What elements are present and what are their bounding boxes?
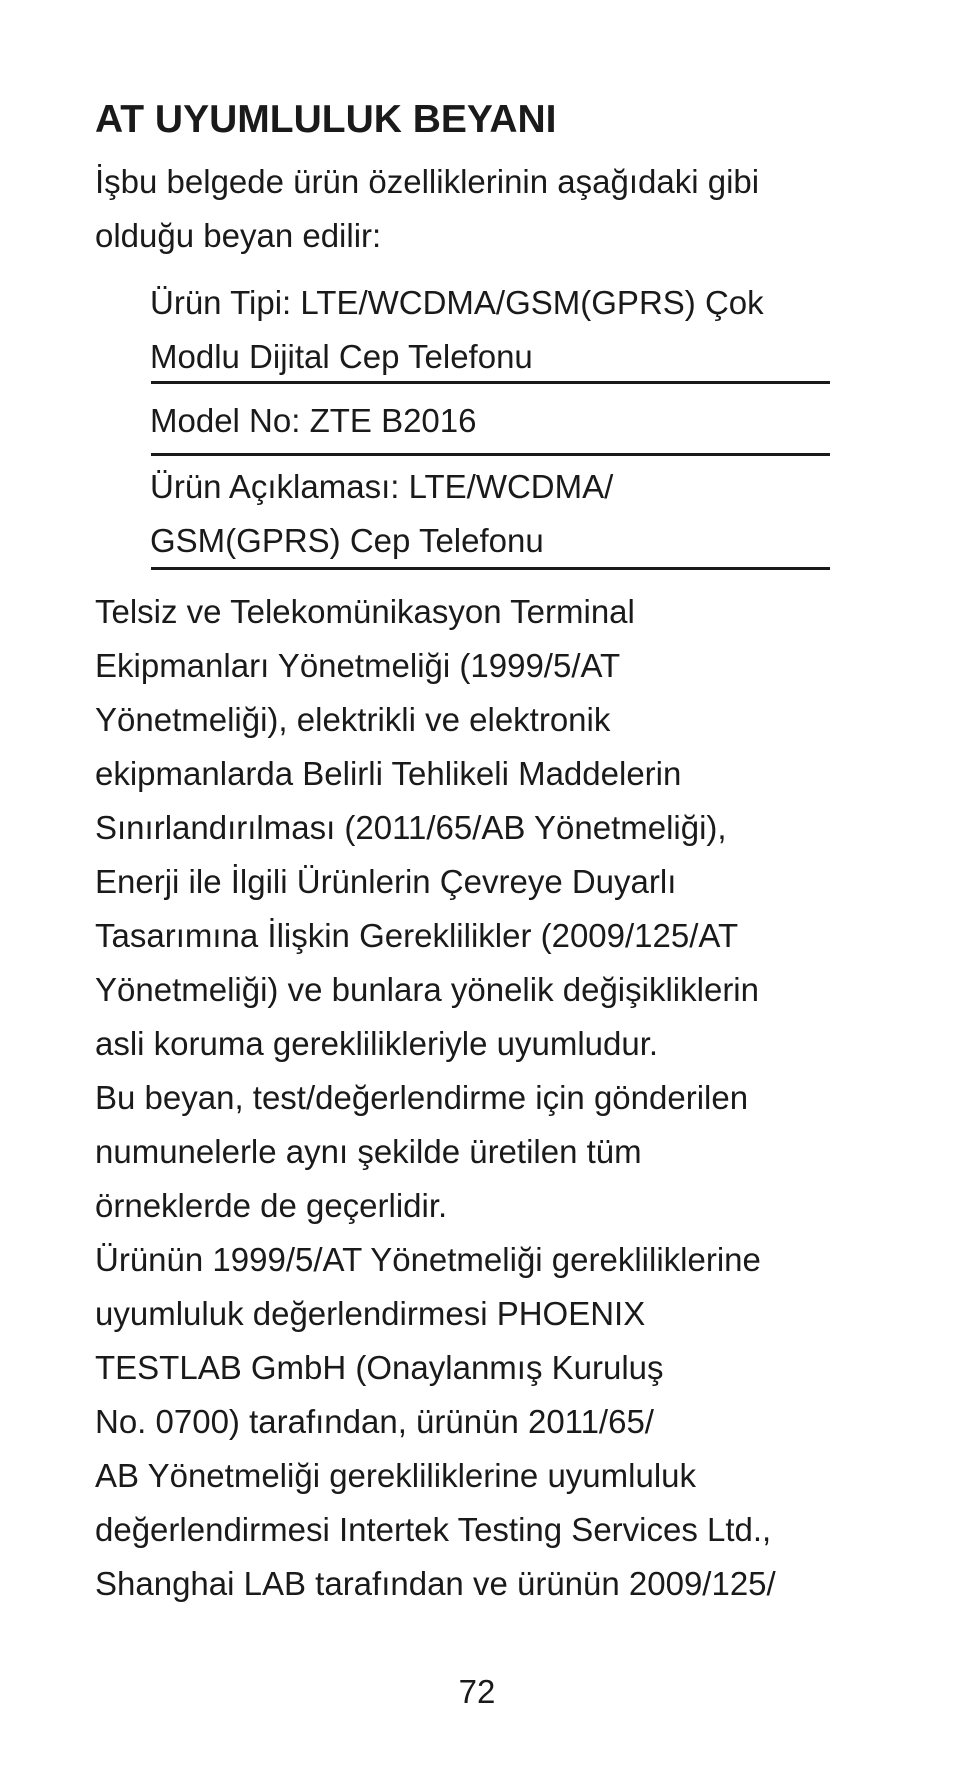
body-line: Telsiz ve Telekomünikasyon Terminal	[95, 593, 635, 630]
spec-divider	[151, 453, 830, 456]
body-line: örneklerde de geçerlidir.	[95, 1187, 448, 1224]
body-line: Tasarımına İlişkin Gereklilikler (2009/125/AT	[95, 917, 739, 954]
spec-description-line: Ürün Açıklaması: LTE/WCDMA/	[150, 468, 614, 505]
spec-model-no-line: Model No: ZTE B2016	[150, 402, 477, 439]
body-line: Ürünün 1999/5/AT Yönetmeliği gerekliliklerine	[95, 1241, 761, 1278]
spec-product-type-line: Ürün Tipi: LTE/WCDMA/GSM(GPRS) Çok	[150, 284, 764, 321]
body-line: değerlendirmesi Intertek Testing Services Ltd.,	[95, 1511, 772, 1548]
body-line: Shanghai LAB tarafından ve ürünün 2009/125/	[95, 1565, 776, 1602]
body-line: asli koruma gereklilikleriyle uyumludur.	[95, 1025, 659, 1062]
spec-product-type	[150, 276, 830, 384]
intro-line: olduğu beyan edilir:	[95, 217, 382, 254]
body-line: numunelerle aynı şekilde üretilen tüm	[95, 1133, 642, 1170]
intro-line: İşbu belgede ürün özelliklerinin aşağıdaki gibi	[95, 163, 760, 200]
body-line: uyumluluk değerlendirmesi PHOENIX	[95, 1295, 646, 1332]
intro-paragraph	[95, 155, 855, 263]
page-number: 72	[458, 1673, 496, 1710]
body-line: Ekipmanları Yönetmeliği (1999/5/AT	[95, 647, 621, 684]
body-line: TESTLAB GmbH (Onaylanmış Kuruluş	[95, 1349, 664, 1386]
spec-product-type-line: Modlu Dijital Cep Telefonu	[150, 338, 533, 375]
spec-description-line: GSM(GPRS) Cep Telefonu	[150, 522, 544, 559]
spec-model-no	[150, 394, 830, 448]
body-line: No. 0700) tarafından, ürünün 2011/65/	[95, 1403, 654, 1440]
body-line: Sınırlandırılması (2011/65/AB Yönetmeliği),	[95, 809, 727, 846]
spec-description	[150, 460, 830, 568]
body-line: ekipmanlarda Belirli Tehlikeli Maddelerin	[95, 755, 682, 792]
body-line: AB Yönetmeliği gerekliliklerine uyumluluk	[95, 1457, 697, 1494]
body-line: Enerji ile İlgili Ürünlerin Çevreye Duyarlı	[95, 863, 677, 900]
body-line: Yönetmeliği) ve bunlara yönelik değişikliklerin	[95, 971, 759, 1008]
page-title: AT UYUMLULUK BEYANI	[95, 98, 557, 141]
body-line: Bu beyan, test/değerlendirme için gönderilen	[95, 1079, 749, 1116]
spec-divider	[151, 381, 830, 384]
spec-divider	[151, 567, 830, 570]
body-paragraphs	[95, 585, 865, 1611]
body-line: Yönetmeliği), elektrikli ve elektronik	[95, 701, 611, 738]
